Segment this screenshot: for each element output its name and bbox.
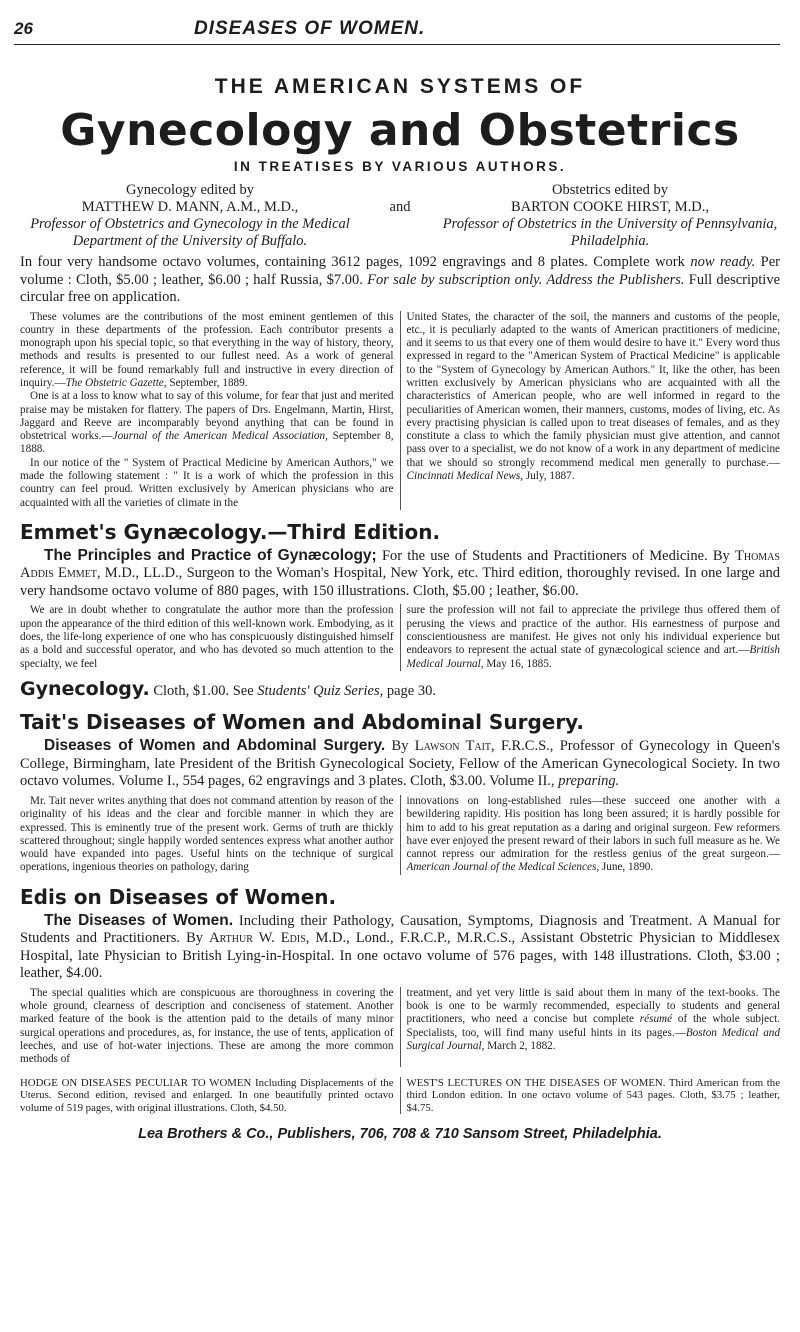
review-text: of the whole subject. Specialists, too, will find many useful hints in its pages.— [406, 1013, 780, 1039]
obstetrics-editor [440, 182, 780, 250]
review-column-left [20, 987, 401, 1067]
edis-book-title: The Diseases of Women. [44, 911, 234, 929]
tait-reviews [20, 795, 780, 875]
review-date: September, 1889. [166, 376, 248, 389]
review-column-right [401, 311, 781, 510]
and-word: and [389, 199, 411, 215]
tait-author: Lawson Tait, [414, 738, 495, 755]
review-text: innovations on long-established rules—these succeed one another with a bewildering rapidity. His position has long been assured; it is hardly possible for him to add to his great reputation as a daring and original surgeon. Few reformers have ever enjoyed the present reward of their labors in such full measure as he. We cannot repress our admiration for the restless genius of the great surgeon.— [406, 794, 780, 861]
review-date: March 2, 1882. [484, 1039, 556, 1052]
gyn-editor-name: MATTHEW D. MANN, A.M., M.D., [81, 199, 299, 215]
running-head [14, 18, 780, 45]
systems-description [20, 254, 780, 307]
american-systems-listing [20, 75, 780, 510]
obs-editor-name: BARTON COOKE HIRST, M.D., [511, 199, 709, 215]
series-heading: THE AMERICAN SYSTEMS OF [214, 75, 586, 98]
gynecology-quiz-listing [20, 677, 780, 701]
review-column-left [20, 311, 401, 510]
systems-price-text: Per volume : Cloth, $5.00 ; leather, $6.00 ; half Russia, $7.00. [20, 254, 780, 288]
review-column-left [20, 604, 401, 670]
review-paragraph [20, 311, 394, 391]
review-paragraph [407, 604, 781, 670]
circular-text: Full descriptive circular free on application. [20, 271, 781, 305]
quiz-desc: Cloth, $1.00. See [149, 682, 258, 699]
review-text: sure the profession will not fail to appreciate the privilege thus offered them of perusing the views and practice of the author. His earnestness of purpose and conscientiousness are manifest. He gives not only his individual experience but endeavors to represent the actual state of gynæcological science and art.— [406, 604, 780, 657]
treatises-subheading: IN TREATISES BY VARIOUS AUTHORS. [233, 159, 567, 174]
review-column-right [401, 987, 781, 1067]
review-date: June, 1890. [599, 861, 654, 874]
emmet-desc-text: M.D., LL.D., Surgeon to the Woman's Hospital, New York, etc. Third edition, thoroughly revised. In one large and very handsome octavo volume of 880 pages, with 150 illustrations. Cloth, $5.00 ; leather, $6.00. [20, 565, 780, 599]
other-books [20, 1077, 780, 1115]
obs-editor-position: Professor of Obstetrics in the University of Pennsylvania, Philadelphia. [442, 216, 778, 249]
review-source: The Obstetric Gazette, [65, 376, 167, 389]
review-source: Journal of the American Medical Association, [112, 430, 328, 443]
review-date: September 8, 1888. [20, 430, 394, 456]
quiz-series: Students' Quiz Series, [257, 682, 384, 699]
emmet-book-title: The Principles and Practice of Gynæcology; [44, 546, 377, 564]
review-resume: résumé [639, 1013, 673, 1026]
review-paragraph [407, 987, 781, 1053]
review-text: United States, the character of the soil, the manners and customs of the people, etc., it is peculiarly adapted to the wants of American practitioners of medicine, and it seems to us that every one of them would desire to have it." Every word thus expressed in regard to the "American System of Practical Medicine" is applicable to the "System of Gynecology by American Authors." It, like the other, has been written exclusively by American physicians who are acquainted with all the characteristics of American people, who are well informed in regard to the peculiarities of American women, their manners, customs, modes of living, etc. As every practising physician is called upon to treat diseases of females, and as they constitute a class to which the family physician must give attention, and cannot pass over to a specialist, we do not know of a work in any department of medicine that we should so strongly recommend medical men generally to purchase.— [406, 310, 780, 469]
review-source: Boston Medical and Surgical Journal, [406, 1026, 780, 1052]
review-text: treatment, and yet very little is said about them in many of the text-books. The book is one to be warmly recommended, especially to students and general practitioners, who need a concise but complete [406, 986, 780, 1026]
review-paragraph: We are in doubt whether to congratulate the author more than the profession upon the appearance of the third edition of this well-known work. Embodying, as it does, the life-long experience of one who has conspicuously distinguished himself as a bold and successful operator, and who has devoted so much attention to the specialty, we feel [20, 604, 394, 670]
edis-heading: Edis on Diseases of Women. [20, 884, 337, 909]
gynecology-editor [20, 182, 360, 250]
systems-desc-text: In four very handsome octavo volumes, containing 3612 pages, 1092 engravings and 8 plates. Complete work [20, 254, 691, 270]
edis-desc-text: M.D., Lond., F.R.C.P., M.R.C.S., Assistant Obstetric Physician to Middlesex Hospital, late Physician to British Lying-in-Hospital. In one octavo volume of 576 pages, with 148 illustrations. Cloth, $3.00 ; leather, $4.00. [20, 930, 781, 982]
tait-desc-text: F.R.C.S., Professor of Gynecology in Queen's College, Birmingham, late President of the British Gynecological Society, Fellow of the American Gynecological Society. In two octavo volumes. Volume I., 554 pages, 62 engravings and 3 plates. Cloth, $3.00. Volume II., [20, 738, 780, 790]
review-source: American Journal of the Medical Sciences, [406, 861, 600, 874]
edis-listing [20, 885, 780, 1067]
subscription-text: For sale by subscription only. Address the Publishers. [367, 271, 685, 288]
emmet-heading: Emmet's Gynæcology.—Third Edition. [20, 519, 441, 544]
tait-heading: Tait's Diseases of Women and Abdominal Surgery. [20, 710, 584, 735]
review-paragraph [407, 311, 781, 484]
gyn-edited-by: Gynecology edited by [125, 182, 255, 198]
review-source: British Medical Journal, [406, 644, 780, 670]
gyn-editor-position: Professor of Obstetrics and Gynecology in the Medical Department of the University of Buffalo. [30, 216, 350, 249]
tait-preparing: preparing. [558, 773, 620, 790]
emmet-reviews [20, 604, 780, 670]
review-column-right [401, 795, 781, 875]
review-paragraph [407, 795, 781, 875]
review-paragraph: The special qualities which are conspicuous are thoroughness in covering the whole ground, clearness of description and conciseness of statement. Another marked feature of the book is the attention paid to the details of many minor surgical operations and procedures, as, for instance, the use of tents, application of leeches, and use of hot-water injections. These are among the more common methods of [20, 986, 394, 1066]
review-text: These volumes are the contributions of the most eminent gentlemen of this country in these departments of the profession. Each contributor presents a monograph upon his special topic, so that everything in the way of history, theory, methods and results is presented to our fullest need. As a work of general reference, it will be found remarkably full and instructive in every direction of inquiry.— [20, 310, 394, 389]
gynecology-quiz-heading: Gynecology. [20, 677, 150, 700]
quiz-page: page 30. [383, 682, 436, 699]
emmet-listing [20, 520, 780, 671]
gynecology-obstetrics-title: Gynecology and Obstetrics [60, 105, 740, 156]
tait-book-title: Diseases of Women and Abdominal Surgery. [44, 737, 386, 755]
review-paragraph: In our notice of the " System of Practical Medicine by American Authors," we made the following statement : " It is a work of which the profession in this country can feel proud. Written exclusively by American physicians who are acquainted with all the varieties of climate in the [20, 456, 394, 509]
publisher-imprint: Lea Brothers & Co., Publishers, 706, 708 & 710 Sansom Street, Philadelphia. [138, 1126, 662, 1142]
review-column-right [401, 604, 781, 670]
edis-author: Arthur W. Edis, [209, 930, 310, 947]
edis-reviews [20, 987, 780, 1067]
review-source: Cincinnati Medical News, [406, 470, 524, 483]
review-paragraph: Mr. Tait never writes anything that does not command attention by reason of the originality of his ideas and the clear and forcible manner in which they are expressed. This is eminently true of the present work. Germs of truth are thickly scattered throughout; single happily worded sentences express what another author would have expanded into pages. Useful hints on the technique of surgical operations, ingenious theories on pathology, daring [20, 794, 394, 874]
west-listing: WEST'S LECTURES ON THE DISEASES OF WOMEN. Third American from the third London edition. In one octavo volume of 543 pages. Cloth, $3.75 ; leather, $4.75. [406, 1076, 780, 1114]
review-column-left [20, 795, 401, 875]
review-text: One is at a loss to know what to say of this volume, for fear that just and merited praise may be mistaken for flattery. The papers of Drs. Engelmann, Martin, Hirst, Jaggard and Reeve are incomparably beyond anything that can be found in obstetrical works.— [20, 390, 394, 443]
review-date: May 16, 1885. [483, 657, 552, 670]
review-paragraph [20, 390, 394, 456]
running-title: DISEASES OF WOMEN. [194, 18, 426, 39]
emmet-author: Thomas Addis Emmet, [20, 547, 780, 582]
edis-description [20, 912, 780, 983]
editors-block [20, 182, 780, 250]
tait-description [20, 737, 780, 791]
review-date: July, 1887. [523, 470, 575, 483]
systems-reviews [20, 311, 780, 510]
now-ready-text: now ready. [690, 254, 756, 270]
emmet-desc-text: For the use of Students and Practitioners of Medicine. By [376, 547, 735, 564]
edis-desc-text: Including their Pathology, Causation, Symptoms, Diagnosis and Treatment. A Manual for Students and Practitioners. By [20, 912, 780, 947]
obs-edited-by: Obstetrics edited by [552, 182, 668, 198]
tait-listing [20, 710, 780, 874]
tait-desc-text: By [385, 738, 415, 755]
page-number: 26 [14, 19, 33, 38]
hodge-listing: HODGE ON DISEASES PECULIAR TO WOMEN Including Displacements of the Uterus. Second edition, revised and enlarged. In one beautifully printed octavo volume of 519 pages, with original illustrations. Cloth, $4.50. [20, 1077, 401, 1115]
emmet-description [20, 547, 780, 601]
